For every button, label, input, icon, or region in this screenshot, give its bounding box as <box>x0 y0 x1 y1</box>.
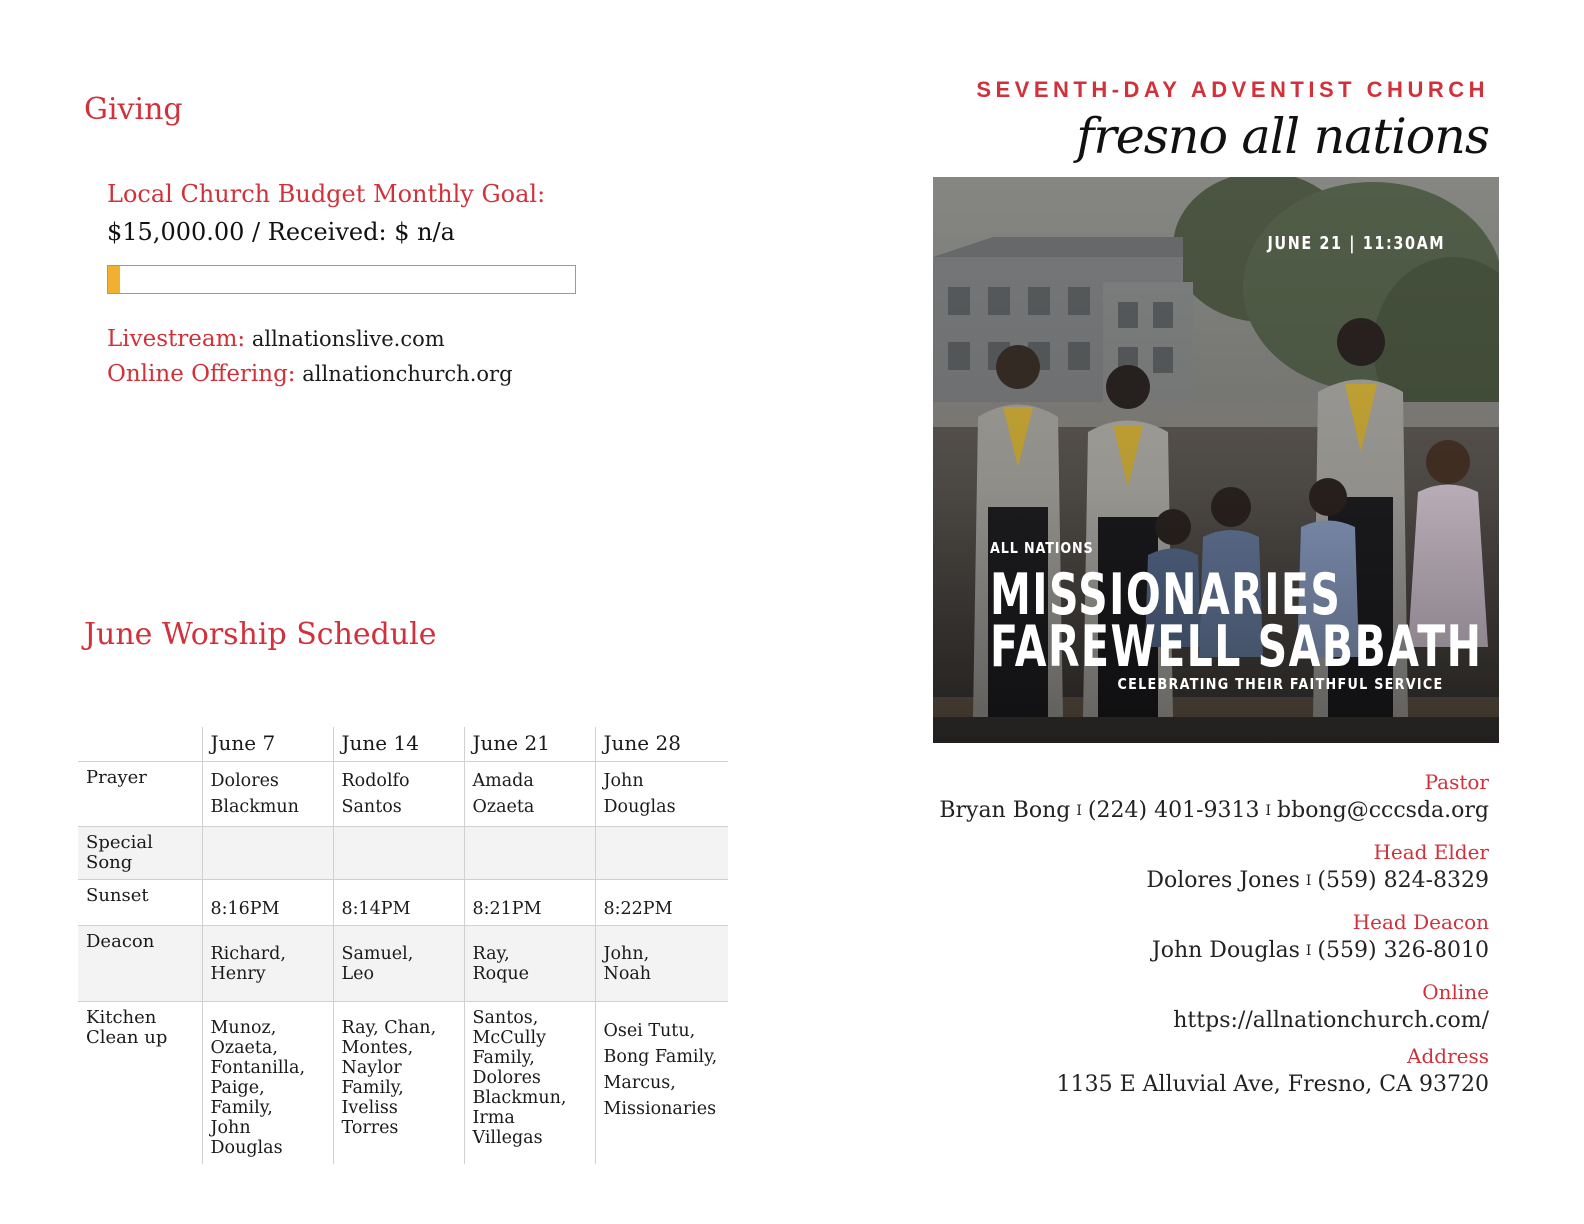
table-cell: Osei Tutu, Bong Family, Marcus, Missionaries <box>595 1002 728 1165</box>
head-deacon-name: John Douglas <box>1151 938 1300 963</box>
head-deacon-phone[interactable]: (559) 326-8010 <box>1317 938 1489 963</box>
table-header-row <box>78 727 728 762</box>
worship-schedule-table <box>78 727 728 1164</box>
church-denomination: SEVENTH-DAY ADVENTIST CHURCH <box>976 77 1489 102</box>
poster-subtitle: CELEBRATING THEIR FAITHFUL SERVICE <box>1117 675 1444 693</box>
pastor-role: Pastor <box>1424 770 1489 794</box>
online-offering-row <box>107 357 513 392</box>
pastor-phone[interactable]: (224) 401-9313 <box>1087 798 1260 823</box>
table-row <box>78 880 728 926</box>
online-offering-label: Online Offering: <box>107 361 296 387</box>
table-cell: Munoz, Ozaeta, Fontanilla, Paige, Family, John Douglas <box>202 1002 333 1165</box>
head-elder-role: Head Elder <box>1373 840 1489 864</box>
budget-progress-bar <box>107 265 576 294</box>
table-row <box>78 926 728 1002</box>
online-offering-link[interactable]: allnationchurch.org <box>302 362 513 386</box>
livestream-link[interactable]: allnationslive.com <box>251 327 445 351</box>
table-cell: 8:16PM <box>202 880 333 926</box>
head-deacon-role: Head Deacon <box>1352 910 1489 934</box>
table-cell: Santos, McCully Family, Dolores Blackmun, Irma Villegas <box>464 1002 595 1165</box>
table-row <box>78 827 728 880</box>
budget-goal-line: $15,000.00 / Received: $ n/a <box>107 218 455 246</box>
address: 1135 E Alluvial Ave, Fresno, CA 93720 <box>1056 1072 1489 1097</box>
schedule-heading: June Worship Schedule <box>84 617 437 652</box>
table-header-cell: June 28 <box>595 727 728 762</box>
table-header-cell: June 7 <box>202 727 333 762</box>
separator: I <box>1305 943 1312 959</box>
table-cell <box>202 827 333 880</box>
table-header-cell: June 21 <box>464 727 595 762</box>
giving-heading: Giving <box>84 92 183 127</box>
poster-eyebrow: ALL NATIONS <box>990 539 1094 557</box>
poster-date: JUNE 21 | 11:30AM <box>1267 233 1445 254</box>
pastor-info <box>939 796 1489 826</box>
livestream-row <box>107 322 513 357</box>
table-cell: John Douglas <box>595 762 728 827</box>
church-name: fresno all nations <box>1076 108 1489 165</box>
table-cell: Ray, Chan, Montes, Naylor Family, Iveliss Torres <box>333 1002 464 1165</box>
head-deacon-info <box>939 936 1489 966</box>
table-cell <box>464 827 595 880</box>
table-row <box>78 762 728 827</box>
separator: I <box>1305 873 1312 889</box>
address-role: Address <box>1407 1044 1489 1068</box>
table-cell: Ray, Roque <box>464 926 595 1002</box>
table-cell <box>595 827 728 880</box>
pastor-email[interactable]: bbong@cccsda.org <box>1277 798 1489 823</box>
table-cell: Samuel, Leo <box>333 926 464 1002</box>
online-url[interactable]: https://allnationchurch.com/ <box>1173 1008 1489 1033</box>
budget-label: Local Church Budget Monthly Goal: <box>107 180 546 208</box>
separator: I <box>1265 803 1272 819</box>
table-cell: Dolores Blackmun <box>202 762 333 827</box>
table-row-label: Special Song <box>86 832 153 873</box>
head-elder-info <box>939 866 1489 896</box>
table-row <box>78 1002 728 1165</box>
poster-title-line1: MISSIONARIES <box>990 562 1342 628</box>
giving-links <box>107 322 513 392</box>
contact-list <box>939 768 1489 1112</box>
table-row-label: Deacon <box>86 931 155 952</box>
head-elder-phone[interactable]: (559) 824-8329 <box>1317 868 1489 893</box>
table-header-cell: June 14 <box>333 727 464 762</box>
table-cell: 8:21PM <box>464 880 595 926</box>
budget-progress-fill <box>108 266 120 293</box>
head-elder-name: Dolores Jones <box>1146 868 1300 893</box>
table-cell <box>333 827 464 880</box>
table-row-label: Kitchen Clean up <box>86 1007 168 1048</box>
event-poster <box>933 177 1499 743</box>
poster-title-line2: FAREWELL SABBATH <box>990 614 1483 680</box>
table-cell: 8:22PM <box>595 880 728 926</box>
table-cell: Rodolfo Santos <box>333 762 464 827</box>
table-row-label: Prayer <box>86 767 147 788</box>
livestream-label: Livestream: <box>107 326 246 352</box>
table-cell: John, Noah <box>595 926 728 1002</box>
table-row-label: Sunset <box>86 885 149 906</box>
table-cell: 8:14PM <box>333 880 464 926</box>
table-header-empty <box>78 727 202 762</box>
separator: I <box>1076 803 1082 819</box>
table-cell: Richard, Henry <box>202 926 333 1002</box>
pastor-name: Bryan Bong <box>939 798 1071 823</box>
online-role: Online <box>1422 980 1489 1004</box>
budget-block <box>107 175 545 251</box>
table-cell: Amada Ozaeta <box>464 762 595 827</box>
